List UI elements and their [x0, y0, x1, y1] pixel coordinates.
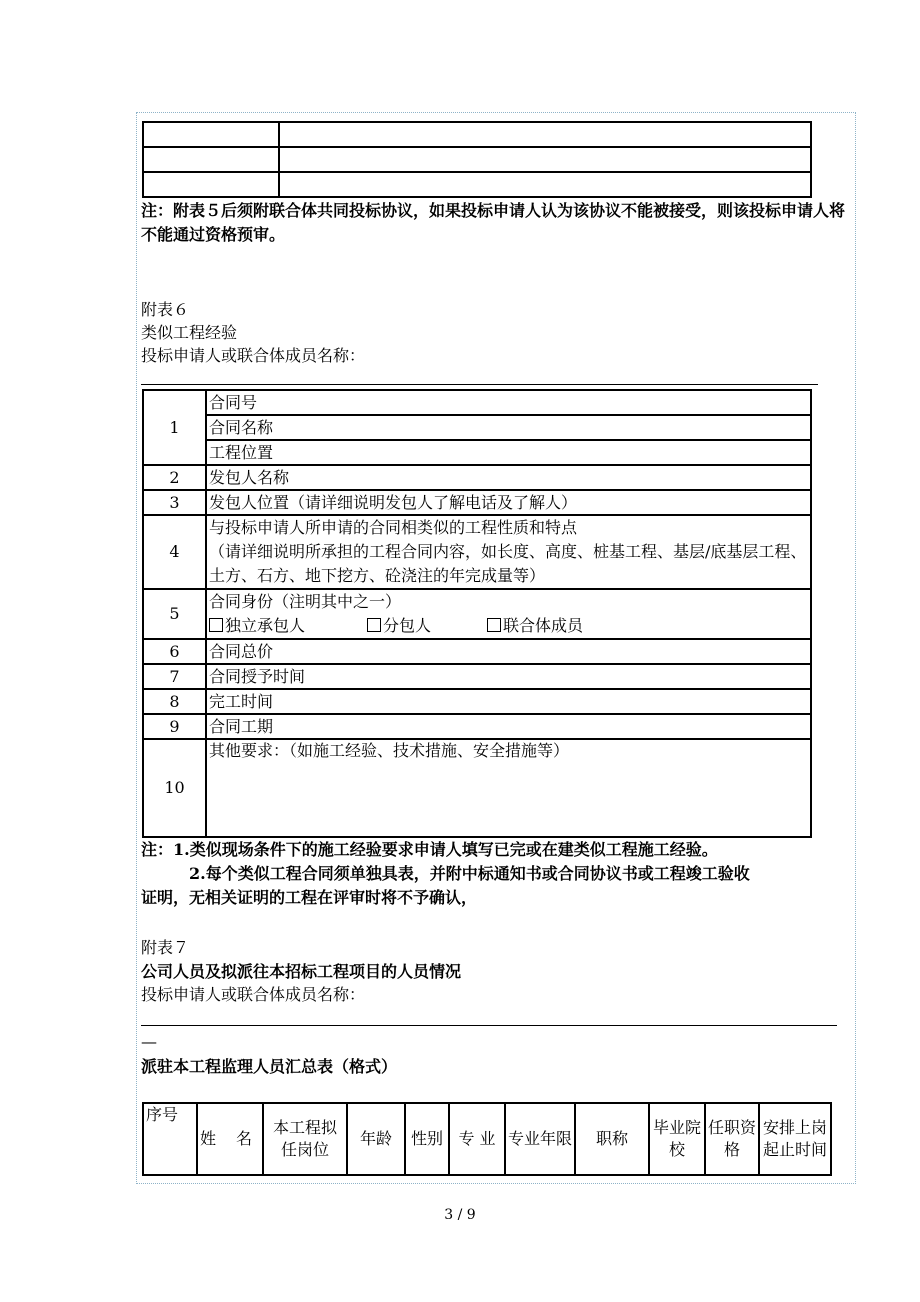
field-location: 工程位置 [206, 440, 811, 465]
row-number: 6 [143, 639, 206, 664]
field-duration: 合同工期 [206, 714, 811, 739]
experience-table [142, 389, 812, 838]
option-independent[interactable] [209, 614, 367, 638]
option-label: 独立承包人 [225, 616, 306, 635]
header-name-a: 姓 [200, 1129, 217, 1148]
page-number: 3 / 9 [444, 1207, 476, 1223]
header-seq: 序号 [143, 1103, 197, 1175]
checkbox-icon [367, 618, 381, 632]
table5-tail [142, 121, 812, 198]
field-award-date: 合同授予时间 [206, 664, 811, 689]
table6-label: 附表６ [141, 300, 190, 319]
header-years: 专业年限 [505, 1103, 575, 1175]
header-gender: 性别 [405, 1103, 449, 1175]
row-number: 3 [143, 490, 206, 515]
applicant-line [141, 384, 818, 385]
row-number: 8 [143, 689, 206, 714]
field-contract-role: 合同身份（注明其中之一） [209, 592, 402, 611]
field-contract-price: 合同总价 [206, 639, 811, 664]
field-employer-location: 发包人位置（请详细说明发包人了解电话及了解人） [206, 490, 811, 515]
option-label: 分包人 [383, 616, 432, 635]
header-qualification: 任职资格 [705, 1103, 759, 1175]
header-name-b: 名 [236, 1129, 253, 1148]
row-number: 1 [143, 390, 206, 465]
field-contract-name: 合同名称 [206, 415, 811, 440]
option-label: 联合体成员 [503, 616, 584, 635]
dash: — [141, 1032, 157, 1051]
header-title: 职称 [575, 1103, 649, 1175]
row-number: 4 [143, 515, 206, 589]
checkbox-icon [209, 618, 223, 632]
table6-title: 类似工程经验 [141, 323, 238, 342]
table7-title: 公司人员及拟派往本招标工程项目的人员情况 [141, 962, 462, 981]
header-arrange-a: 安排上岗 [762, 1118, 827, 1137]
header-arrange-b: 起止时间 [762, 1140, 827, 1159]
top-note: 注：附表５后须附联合体共同投标协议，如果投标申请人认为该协议不能被接受，则该投标申请人将不能通过资格预审。 [141, 201, 846, 244]
table7-label: 附表７ [141, 938, 190, 957]
note-2b: 证明，无相关证明的工程在评审时将不予确认， [141, 888, 478, 907]
field-nature: 与投标申请人所申请的合同相类似的工程性质和特点 [209, 518, 578, 537]
checkbox-icon [487, 618, 501, 632]
table6-applicant: 投标申请人或联合体成员名称： [141, 346, 366, 365]
header-major: 专 业 [449, 1103, 505, 1175]
option-joint-member[interactable] [487, 616, 583, 635]
header-age: 年龄 [347, 1103, 405, 1175]
field-completion-date: 完工时间 [206, 689, 811, 714]
header-school: 毕业院校 [649, 1103, 705, 1175]
row-number: 7 [143, 664, 206, 689]
option-subcontractor[interactable] [367, 614, 487, 638]
field-employer-name: 发包人名称 [206, 465, 811, 490]
field-other-requirements: 其他要求：（如施工经验、技术措施、安全措施等） [206, 739, 811, 837]
row-number: 5 [143, 589, 206, 639]
header-post: 本工程拟任岗位 [263, 1103, 347, 1175]
row-number: 10 [143, 739, 206, 837]
note-2a: 2.每个类似工程合同须单独具表，并附中标通知书或合同协议书或工程竣工验收 [189, 864, 750, 883]
personnel-table [142, 1102, 832, 1176]
table7-applicant: 投标申请人或联合体成员名称： [141, 985, 366, 1004]
row-number: 9 [143, 714, 206, 739]
note-1: 注：1.类似现场条件下的施工经验要求申请人填写已完或在建类似工程施工经验。 [141, 840, 718, 859]
summary-title: 派驻本工程监理人员汇总表（格式） [141, 1057, 398, 1076]
row-number: 2 [143, 465, 206, 490]
applicant-line-2 [141, 1025, 837, 1026]
field-contract-no: 合同号 [206, 390, 811, 415]
header-name [197, 1103, 263, 1175]
field-nature-detail: （请详细说明所承担的工程合同内容，如长度、高度、桩基工程、基层/底基层工程、土方、石方、地下挖方、砼浇注的年完成量等） [209, 542, 807, 585]
